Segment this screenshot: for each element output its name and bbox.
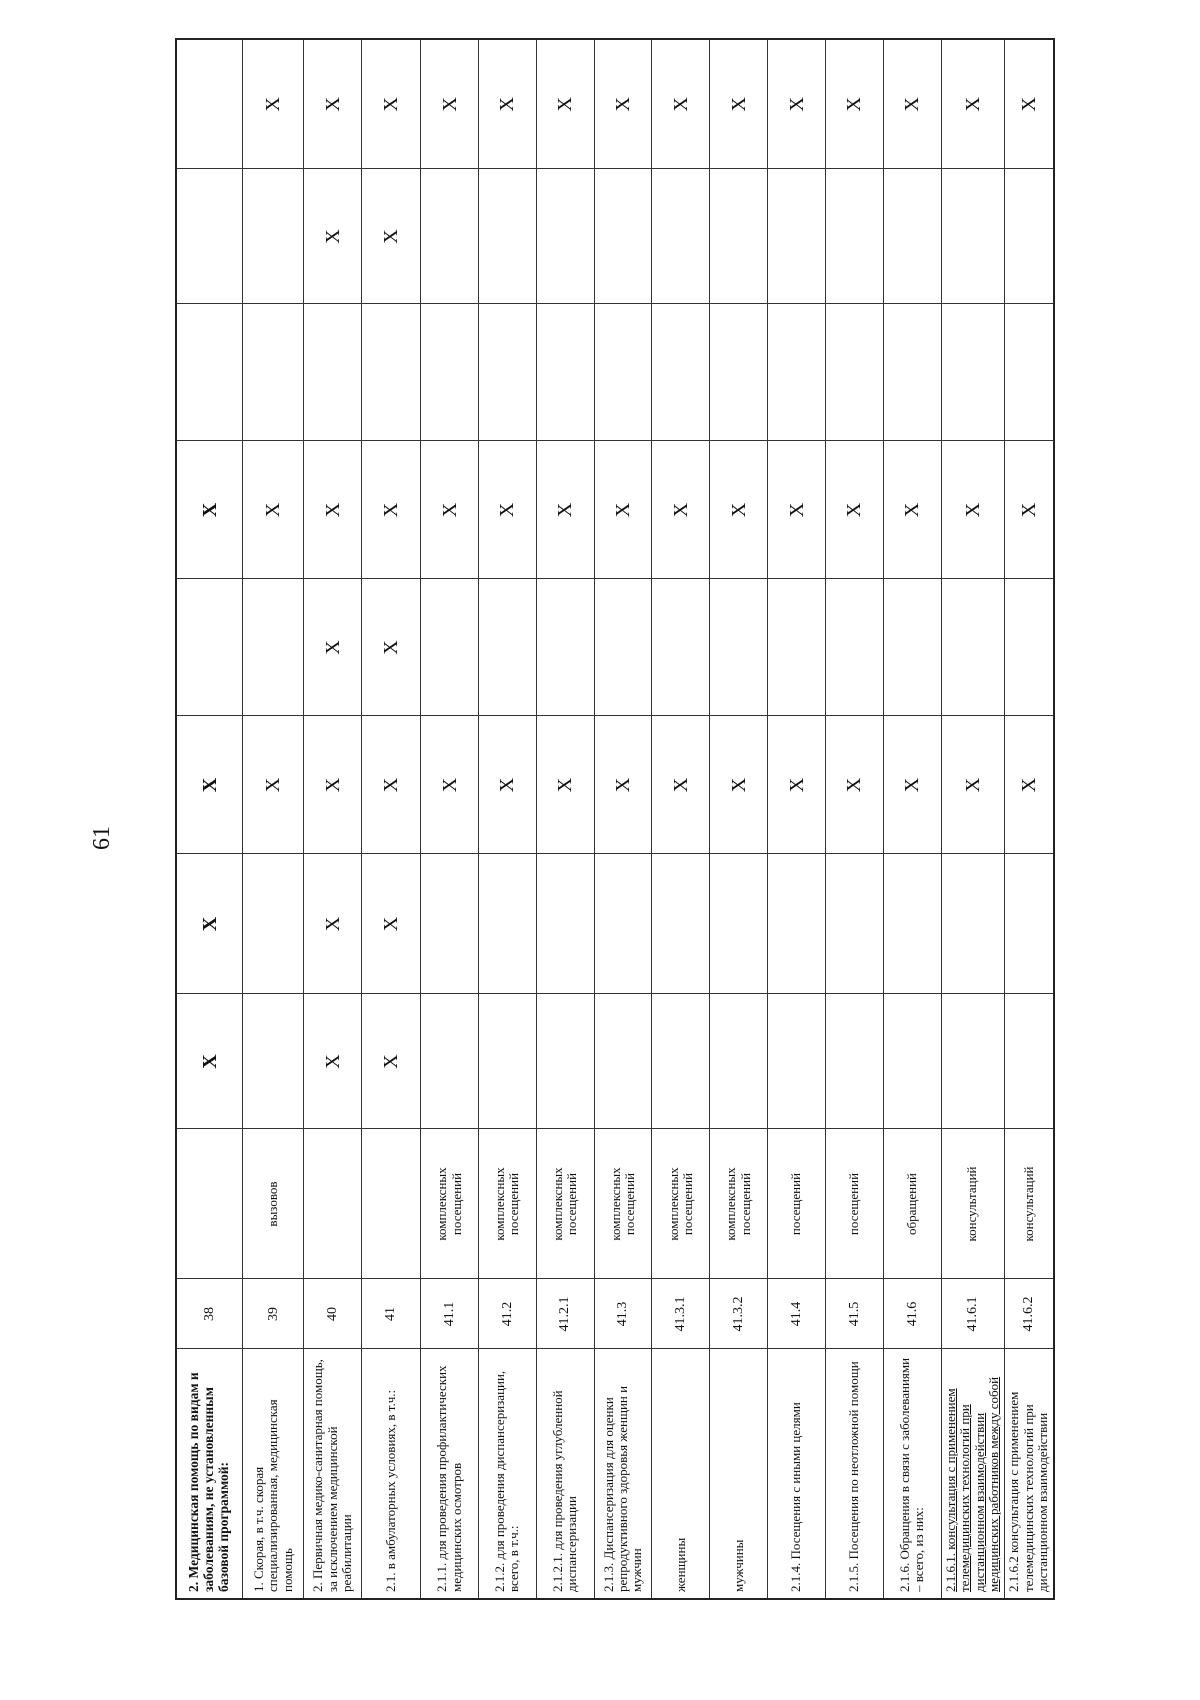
table-row bbox=[825, 39, 883, 1599]
mark-cell: Х bbox=[243, 39, 304, 169]
row-name-cell: женщины bbox=[652, 1349, 710, 1599]
row-unit-cell: комплексных посещений bbox=[594, 1129, 652, 1279]
mark-cell: Х bbox=[1004, 441, 1054, 579]
mark-cell bbox=[594, 169, 652, 304]
row-name-cell: 2.1. в амбулаторных условиях, в т.ч.: bbox=[362, 1349, 421, 1599]
mark-cell bbox=[478, 579, 536, 716]
row-name-cell: 2.1.4. Посещения с иными целями bbox=[768, 1349, 826, 1599]
row-name-cell: 2.1.1. для проведения профилактических медицинских осмотров bbox=[421, 1349, 479, 1599]
mark-cell: Х bbox=[478, 39, 536, 169]
mark-cell bbox=[176, 304, 243, 441]
mark-cell: Х bbox=[941, 716, 1004, 854]
table-row bbox=[362, 39, 421, 1599]
data-table bbox=[175, 38, 1055, 1600]
mark-cell: Х bbox=[941, 441, 1004, 579]
row-unit-cell: посещений bbox=[768, 1129, 826, 1279]
row-unit-cell: вызовов bbox=[243, 1129, 304, 1279]
mark-cell: Х bbox=[536, 716, 594, 854]
mark-cell: Х bbox=[176, 716, 243, 854]
mark-cell: Х bbox=[243, 716, 304, 854]
row-code-cell: 41 bbox=[362, 1279, 421, 1349]
mark-cell bbox=[1004, 304, 1054, 441]
mark-cell bbox=[243, 169, 304, 304]
mark-cell: Х bbox=[176, 994, 243, 1129]
table-row bbox=[710, 39, 768, 1599]
row-code-cell: 41.6.2 bbox=[1004, 1279, 1054, 1349]
table-row bbox=[883, 39, 941, 1599]
mark-cell: Х bbox=[362, 441, 421, 579]
mark-cell bbox=[825, 854, 883, 994]
mark-cell bbox=[594, 994, 652, 1129]
mark-cell bbox=[594, 854, 652, 994]
mark-cell: Х bbox=[768, 716, 826, 854]
rotated-table-wrapper bbox=[175, 60, 1055, 1600]
mark-cell: Х bbox=[536, 39, 594, 169]
mark-cell: Х bbox=[421, 39, 479, 169]
mark-cell bbox=[176, 169, 243, 304]
row-unit-cell bbox=[176, 1129, 243, 1279]
mark-cell: Х bbox=[362, 854, 421, 994]
row-code-cell: 41.3.2 bbox=[710, 1279, 768, 1349]
row-name-cell: 2. Медицинская помощь по видам и заболеваниям, не установленным базовой программой: bbox=[176, 1349, 243, 1599]
row-unit-cell bbox=[304, 1129, 362, 1279]
table-row bbox=[652, 39, 710, 1599]
mark-cell bbox=[478, 169, 536, 304]
mark-cell: Х bbox=[594, 39, 652, 169]
row-unit-cell: консультаций bbox=[941, 1129, 1004, 1279]
mark-cell: Х bbox=[941, 39, 1004, 169]
mark-cell: Х bbox=[536, 441, 594, 579]
mark-cell bbox=[536, 304, 594, 441]
mark-cell bbox=[594, 304, 652, 441]
mark-cell bbox=[883, 579, 941, 716]
mark-cell: Х bbox=[883, 716, 941, 854]
mark-cell: Х bbox=[176, 854, 243, 994]
mark-cell bbox=[768, 994, 826, 1129]
row-name-cell: 2.1.3. Диспансеризация для оценки репродуктивного здоровья женщин и мужчин bbox=[594, 1349, 652, 1599]
mark-cell: Х bbox=[304, 716, 362, 854]
mark-cell: Х bbox=[421, 716, 479, 854]
mark-cell: Х bbox=[478, 441, 536, 579]
mark-cell bbox=[652, 169, 710, 304]
row-code-cell: 41.2 bbox=[478, 1279, 536, 1349]
mark-cell bbox=[652, 579, 710, 716]
row-code-cell: 41.2.1 bbox=[536, 1279, 594, 1349]
row-name-cell: 2.1.6. Обращения в связи с заболеваниями – всего, из них: bbox=[883, 1349, 941, 1599]
row-code-cell: 38 bbox=[176, 1279, 243, 1349]
mark-cell bbox=[941, 994, 1004, 1129]
mark-cell: Х bbox=[1004, 716, 1054, 854]
row-code-cell: 41.3 bbox=[594, 1279, 652, 1349]
mark-cell: Х bbox=[710, 39, 768, 169]
mark-cell: Х bbox=[825, 39, 883, 169]
mark-cell bbox=[710, 169, 768, 304]
mark-cell bbox=[1004, 854, 1054, 994]
mark-cell bbox=[421, 854, 479, 994]
table-row bbox=[1004, 39, 1054, 1599]
mark-cell bbox=[883, 994, 941, 1129]
mark-cell: Х bbox=[304, 994, 362, 1129]
mark-cell bbox=[421, 579, 479, 716]
row-code-cell: 41.3.1 bbox=[652, 1279, 710, 1349]
row-code-cell: 41.5 bbox=[825, 1279, 883, 1349]
mark-cell bbox=[941, 169, 1004, 304]
row-code-cell: 40 bbox=[304, 1279, 362, 1349]
mark-cell bbox=[710, 854, 768, 994]
mark-cell: Х bbox=[176, 441, 243, 579]
mark-cell: Х bbox=[710, 441, 768, 579]
mark-cell: Х bbox=[304, 441, 362, 579]
mark-cell: Х bbox=[421, 441, 479, 579]
mark-cell: Х bbox=[362, 39, 421, 169]
mark-cell bbox=[536, 169, 594, 304]
mark-cell bbox=[941, 579, 1004, 716]
row-code-cell: 41.1 bbox=[421, 1279, 479, 1349]
mark-cell bbox=[652, 854, 710, 994]
mark-cell: Х bbox=[883, 39, 941, 169]
mark-cell bbox=[243, 854, 304, 994]
mark-cell bbox=[825, 304, 883, 441]
mark-cell: Х bbox=[304, 169, 362, 304]
mark-cell: Х bbox=[825, 716, 883, 854]
table-row bbox=[594, 39, 652, 1599]
row-name-cell: 2.1.6.1. консультация с применением телемедицинских технологий при дистанционном взаимодействии медицинских работников между собой bbox=[941, 1349, 1004, 1599]
mark-cell bbox=[594, 579, 652, 716]
mark-cell: Х bbox=[304, 579, 362, 716]
mark-cell bbox=[176, 579, 243, 716]
mark-cell bbox=[362, 304, 421, 441]
mark-cell bbox=[710, 994, 768, 1129]
mark-cell bbox=[243, 579, 304, 716]
mark-cell bbox=[825, 579, 883, 716]
mark-cell bbox=[478, 854, 536, 994]
row-unit-cell: обращений bbox=[883, 1129, 941, 1279]
row-name-cell: 2.1.6.2 консультация с применением телемедицинских технологий при дистанционном взаимодействии bbox=[1004, 1349, 1054, 1599]
mark-cell: Х bbox=[594, 441, 652, 579]
mark-cell bbox=[768, 579, 826, 716]
table-row bbox=[941, 39, 1004, 1599]
row-name-cell: мужчины bbox=[710, 1349, 768, 1599]
mark-cell: Х bbox=[362, 169, 421, 304]
mark-cell bbox=[883, 854, 941, 994]
mark-cell: Х bbox=[304, 854, 362, 994]
mark-cell bbox=[710, 579, 768, 716]
mark-cell bbox=[768, 304, 826, 441]
mark-cell: Х bbox=[768, 441, 826, 579]
mark-cell: Х bbox=[1004, 39, 1054, 169]
mark-cell: Х bbox=[362, 579, 421, 716]
row-unit-cell: комплексных посещений bbox=[421, 1129, 479, 1279]
mark-cell: Х bbox=[825, 441, 883, 579]
row-code-cell: 41.6.1 bbox=[941, 1279, 1004, 1349]
mark-cell bbox=[941, 854, 1004, 994]
mark-cell bbox=[536, 854, 594, 994]
mark-cell bbox=[421, 304, 479, 441]
mark-cell: Х bbox=[883, 441, 941, 579]
mark-cell: Х bbox=[362, 994, 421, 1129]
row-name-cell: 1. Скорая, в т.ч. скорая специализированная, медицинская помощь bbox=[243, 1349, 304, 1599]
mark-cell bbox=[478, 994, 536, 1129]
row-unit-cell: комплексных посещений bbox=[652, 1129, 710, 1279]
mark-cell bbox=[1004, 169, 1054, 304]
mark-cell bbox=[768, 169, 826, 304]
row-unit-cell: комплексных посещений bbox=[710, 1129, 768, 1279]
mark-cell bbox=[1004, 579, 1054, 716]
mark-cell bbox=[304, 304, 362, 441]
mark-cell: Х bbox=[768, 39, 826, 169]
mark-cell: Х bbox=[594, 716, 652, 854]
mark-cell bbox=[421, 169, 479, 304]
mark-cell: Х bbox=[652, 441, 710, 579]
mark-cell: Х bbox=[478, 716, 536, 854]
row-unit-cell: консультаций bbox=[1004, 1129, 1054, 1279]
table-row bbox=[536, 39, 594, 1599]
mark-cell bbox=[243, 994, 304, 1129]
table-row bbox=[243, 39, 304, 1599]
row-name-cell: 2.1.2. для проведения диспансеризации, всего, в т.ч.: bbox=[478, 1349, 536, 1599]
mark-cell bbox=[883, 304, 941, 441]
mark-cell: Х bbox=[304, 39, 362, 169]
mark-cell: Х bbox=[710, 716, 768, 854]
page-number: 61 bbox=[89, 826, 115, 850]
row-unit-cell: посещений bbox=[825, 1129, 883, 1279]
table-body bbox=[176, 39, 1054, 1599]
mark-cell bbox=[883, 169, 941, 304]
table-row bbox=[304, 39, 362, 1599]
mark-cell bbox=[1004, 994, 1054, 1129]
table-row bbox=[768, 39, 826, 1599]
mark-cell bbox=[536, 994, 594, 1129]
mark-cell bbox=[652, 304, 710, 441]
mark-cell: Х bbox=[362, 716, 421, 854]
row-code-cell: 41.6 bbox=[883, 1279, 941, 1349]
mark-cell: Х bbox=[652, 39, 710, 169]
mark-cell bbox=[421, 994, 479, 1129]
mark-cell bbox=[243, 304, 304, 441]
mark-cell bbox=[825, 994, 883, 1129]
mark-cell: Х bbox=[243, 441, 304, 579]
table-row bbox=[421, 39, 479, 1599]
mark-cell bbox=[768, 854, 826, 994]
table-row bbox=[176, 39, 243, 1599]
row-code-cell: 39 bbox=[243, 1279, 304, 1349]
mark-cell bbox=[176, 39, 243, 169]
mark-cell bbox=[478, 304, 536, 441]
row-name-cell: 2.1.2.1. для проведения углубленной диспансеризации bbox=[536, 1349, 594, 1599]
mark-cell bbox=[710, 304, 768, 441]
mark-cell bbox=[825, 169, 883, 304]
mark-cell bbox=[941, 304, 1004, 441]
row-unit-cell: комплексных посещений bbox=[536, 1129, 594, 1279]
mark-cell: Х bbox=[652, 716, 710, 854]
table-row bbox=[478, 39, 536, 1599]
row-unit-cell bbox=[362, 1129, 421, 1279]
row-name-cell: 2. Первичная медико-санитарная помощь, за исключением медицинской реабилитации bbox=[304, 1349, 362, 1599]
row-unit-cell: комплексных посещений bbox=[478, 1129, 536, 1279]
row-code-cell: 41.4 bbox=[768, 1279, 826, 1349]
mark-cell bbox=[652, 994, 710, 1129]
row-name-cell: 2.1.5. Посещения по неотложной помощи bbox=[825, 1349, 883, 1599]
mark-cell bbox=[536, 579, 594, 716]
